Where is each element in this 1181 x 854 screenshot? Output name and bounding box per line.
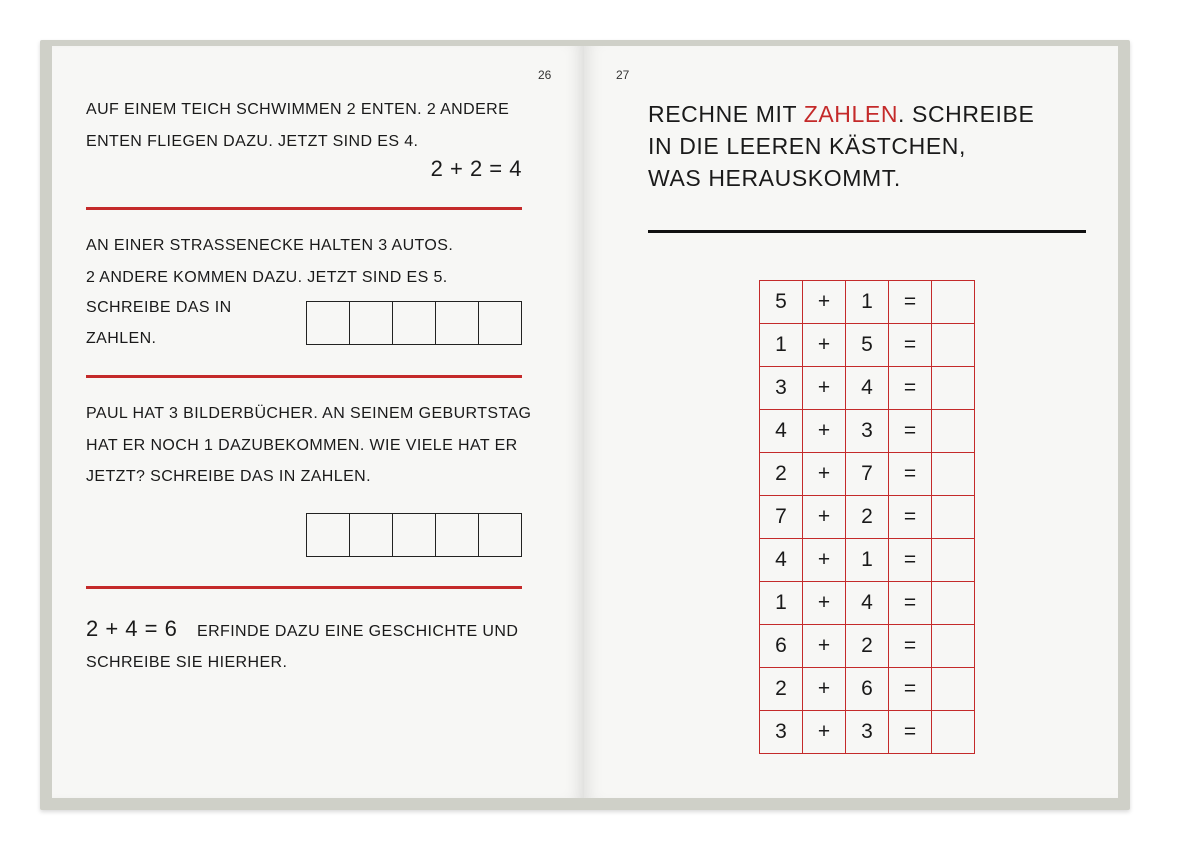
answer-box[interactable] — [307, 514, 350, 556]
operand-cell: 6 — [846, 668, 889, 711]
exercise-row — [760, 582, 975, 625]
page-number: 27 — [616, 68, 630, 82]
task1-equation: 2 + 2 = 4 — [430, 156, 522, 181]
operand-cell: 3 — [760, 711, 803, 754]
equals-cell: = — [889, 582, 932, 625]
equals-cell: = — [889, 367, 932, 410]
divider — [648, 230, 1086, 233]
equals-cell: = — [889, 668, 932, 711]
answer-boxes[interactable] — [306, 513, 522, 557]
answer-cell[interactable] — [932, 711, 975, 754]
answer-box[interactable] — [350, 302, 393, 344]
answer-boxes[interactable] — [306, 301, 522, 345]
divider — [86, 375, 522, 378]
operand-cell: 6 — [760, 625, 803, 668]
instruction-heading-line1: RECHNE MIT ZAHLEN. SCHREIBE — [648, 101, 1035, 127]
exercise-row — [760, 324, 975, 367]
task2-text-line2: 2 ANDERE KOMMEN DAZU. JETZT SIND ES 5. — [86, 269, 448, 286]
answer-cell[interactable] — [932, 324, 975, 367]
operand-cell: 4 — [760, 410, 803, 453]
equals-cell: = — [889, 711, 932, 754]
operand-cell: 3 — [846, 410, 889, 453]
answer-cell[interactable] — [932, 281, 975, 324]
operator-cell: + — [803, 281, 846, 324]
exercise-row — [760, 281, 975, 324]
task1-text-line2: ENTEN FLIEGEN DAZU. JETZT SIND ES 4. — [86, 133, 419, 150]
equals-cell: = — [889, 453, 932, 496]
answer-cell[interactable] — [932, 410, 975, 453]
operand-cell: 3 — [846, 711, 889, 754]
equals-cell: = — [889, 625, 932, 668]
answer-box[interactable] — [393, 302, 436, 344]
task1-text-line1: AUF EINEM TEICH SCHWIMMEN 2 ENTEN. 2 ANDERE — [86, 101, 510, 118]
answer-box[interactable] — [436, 302, 479, 344]
exercise-row — [760, 453, 975, 496]
task2-text-line1: AN EINER STRASSENECKE HALTEN 3 AUTOS. — [86, 237, 454, 254]
right-page — [584, 46, 1118, 798]
operand-cell: 4 — [846, 582, 889, 625]
operand-cell: 2 — [846, 625, 889, 668]
task4-text-line1: ERFINDE DAZU EINE GESCHICHTE UND — [197, 623, 519, 640]
operand-cell: 5 — [846, 324, 889, 367]
operand-cell: 1 — [846, 539, 889, 582]
left-page — [52, 46, 584, 798]
operand-cell: 4 — [760, 539, 803, 582]
operator-cell: + — [803, 410, 846, 453]
equals-cell: = — [889, 281, 932, 324]
instruction-heading-line3: WAS HERAUSKOMMT. — [648, 165, 901, 191]
task3-text-line1: PAUL HAT 3 BILDERBÜCHER. AN SEINEM GEBURTSTAG — [86, 405, 532, 422]
equals-cell: = — [889, 410, 932, 453]
operand-cell: 2 — [760, 453, 803, 496]
exercise-row — [760, 496, 975, 539]
operand-cell: 7 — [760, 496, 803, 539]
operand-cell: 7 — [846, 453, 889, 496]
exercise-grid — [759, 280, 975, 754]
answer-cell[interactable] — [932, 496, 975, 539]
operator-cell: + — [803, 324, 846, 367]
answer-cell[interactable] — [932, 668, 975, 711]
task2-text-line4: ZAHLEN. — [86, 330, 157, 347]
equals-cell: = — [889, 496, 932, 539]
answer-cell[interactable] — [932, 625, 975, 668]
operand-cell: 5 — [760, 281, 803, 324]
page-number: 26 — [538, 68, 552, 82]
exercise-row — [760, 711, 975, 754]
answer-box[interactable] — [479, 514, 521, 556]
operand-cell: 1 — [760, 582, 803, 625]
answer-box[interactable] — [393, 514, 436, 556]
operator-cell: + — [803, 668, 846, 711]
task3-text-line2: HAT ER NOCH 1 DAZUBEKOMMEN. WIE VIELE HAT ER — [86, 437, 518, 454]
operand-cell: 4 — [846, 367, 889, 410]
exercise-row — [760, 410, 975, 453]
operand-cell: 2 — [846, 496, 889, 539]
divider — [86, 207, 522, 210]
exercise-row — [760, 367, 975, 410]
exercise-row — [760, 625, 975, 668]
operator-cell: + — [803, 582, 846, 625]
operator-cell: + — [803, 453, 846, 496]
task2-text-line3: SCHREIBE DAS IN — [86, 299, 232, 316]
operand-cell: 1 — [760, 324, 803, 367]
answer-cell[interactable] — [932, 582, 975, 625]
exercise-row — [760, 539, 975, 582]
answer-box[interactable] — [350, 514, 393, 556]
instruction-heading-line2: IN DIE LEEREN KÄSTCHEN, — [648, 133, 966, 159]
answer-box[interactable] — [479, 302, 521, 344]
operator-cell: + — [803, 625, 846, 668]
operator-cell: + — [803, 711, 846, 754]
answer-cell[interactable] — [932, 539, 975, 582]
answer-cell[interactable] — [932, 453, 975, 496]
exercise-row — [760, 668, 975, 711]
operand-cell: 3 — [760, 367, 803, 410]
operand-cell: 2 — [760, 668, 803, 711]
operator-cell: + — [803, 367, 846, 410]
operator-cell: + — [803, 539, 846, 582]
equals-cell: = — [889, 324, 932, 367]
operator-cell: + — [803, 496, 846, 539]
task4-text-line2: SCHREIBE SIE HIERHER. — [86, 654, 288, 671]
task3-text-line3: JETZT? SCHREIBE DAS IN ZAHLEN. — [86, 468, 371, 485]
divider — [86, 586, 522, 589]
answer-cell[interactable] — [932, 367, 975, 410]
answer-box[interactable] — [436, 514, 479, 556]
answer-box[interactable] — [307, 302, 350, 344]
equals-cell: = — [889, 539, 932, 582]
operand-cell: 1 — [846, 281, 889, 324]
task4-equation: 2 + 4 = 6 — [86, 616, 178, 641]
highlight-word: ZAHLEN — [803, 101, 899, 127]
